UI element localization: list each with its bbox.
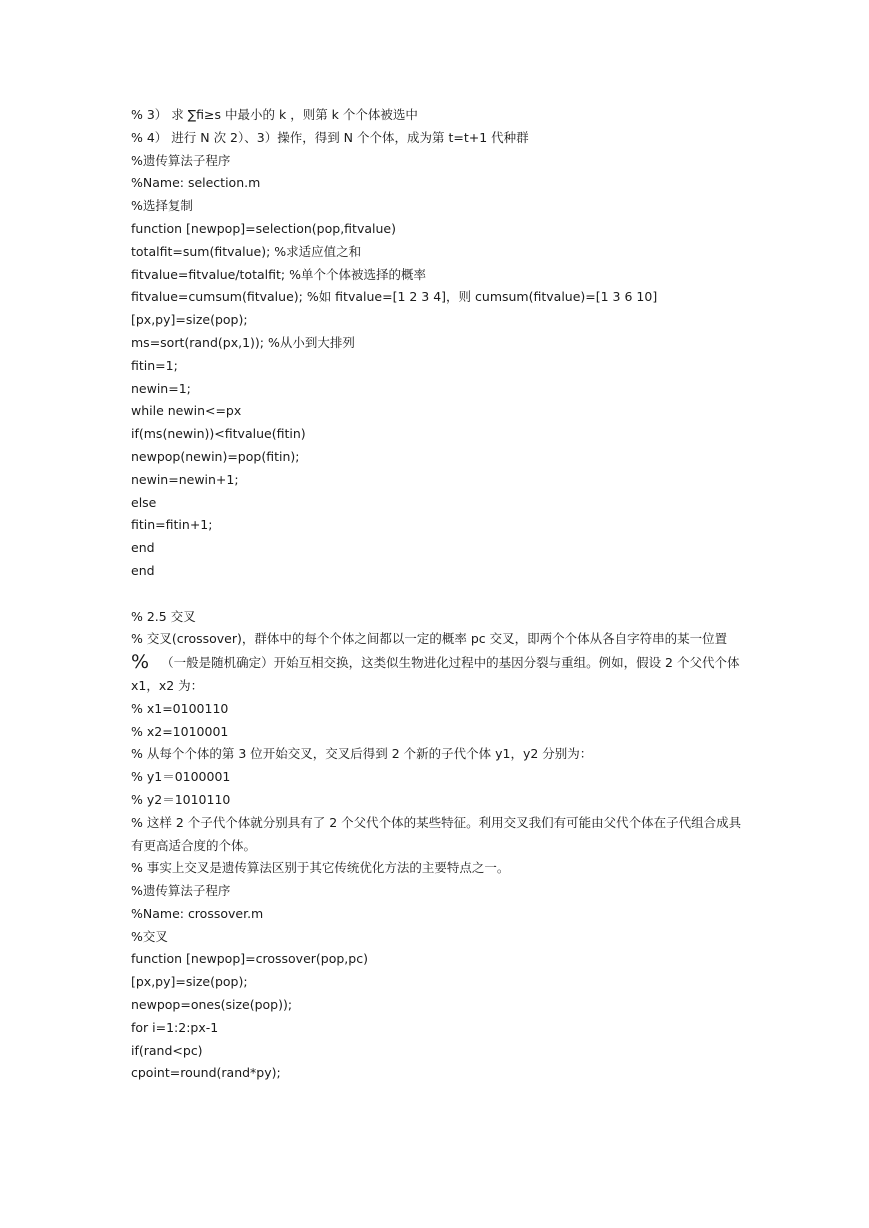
- section-heading: % 2.5 交叉: [131, 608, 196, 624]
- code-line: % 从每个个体的第 3 位开始交叉，交叉后得到 2 个新的子代个体 y1，y2 分别为：: [131, 746, 593, 762]
- code-line: if(ms(newin))<fitvalue(fitin): [131, 426, 306, 442]
- code-line: %Name: crossover.m: [131, 905, 264, 921]
- code-line: % 事实上交叉是遗传算法区别于其它传统优化方法的主要特点之一。: [131, 860, 510, 876]
- code-line: %遗传算法子程序: [131, 883, 231, 899]
- code-line: for i=1:2:px-1: [131, 1019, 219, 1035]
- paragraph: % 交叉(crossover)，群体中的每个个体之间都以一定的概率 pc 交叉，即两个个体从各自字符串的某一位置: [131, 631, 728, 647]
- code-line: % y1＝0100001: [131, 769, 231, 785]
- code-line: end: [131, 562, 155, 578]
- crossover-section: [131, 606, 743, 1086]
- code-line: newin=newin+1;: [131, 471, 239, 487]
- code-line: % 4） 进行 N 次 2）、3）操作，得到 N 个个体，成为第 t=t+1 代种群: [131, 129, 529, 145]
- code-line: newin=1;: [131, 380, 191, 396]
- code-line: %遗传算法子程序: [131, 152, 231, 168]
- code-line: function [newpop]=crossover(pop,pc): [131, 951, 368, 967]
- code-line: newpop=ones(size(pop));: [131, 997, 293, 1013]
- blank-line: [131, 583, 743, 606]
- code-line: % 3） 求 ∑fi≥s 中最小的 k ，则第 k 个个体被选中: [131, 107, 418, 122]
- code-line: fitin=1;: [131, 357, 178, 373]
- paragraph-text: （一般是随机确定）开始互相交换，这类似生物进化过程中的基因分裂与重组。例如，假设 2 个父代个体 x1，x2 为：: [131, 655, 740, 693]
- code-line: % x2=1010001: [131, 723, 229, 739]
- code-line: cpoint=round(rand*py);: [131, 1065, 281, 1081]
- code-line: while newin<=px: [131, 403, 242, 419]
- code-line: totalfit=sum(fitvalue); %求适应值之和: [131, 243, 362, 259]
- code-line: %Name: selection.m: [131, 175, 261, 191]
- code-line: ms=sort(rand(px,1)); %从小到大排列: [131, 334, 355, 350]
- document-page: [131, 104, 743, 1085]
- code-line: newpop(newin)=pop(fitin);: [131, 448, 300, 464]
- code-line: fitvalue=cumsum(fitvalue); %如 fitvalue=[1 2 3 4]，则 cumsum(fitvalue)=[1 3 6 10]: [131, 289, 658, 305]
- percent-mark: %: [131, 651, 150, 674]
- selection-code-block: [131, 104, 743, 583]
- code-line: if(rand<pc): [131, 1042, 203, 1058]
- code-line: fitvalue=fitvalue/totalfit; %单个个体被选择的概率: [131, 266, 426, 282]
- paragraph: % 这样 2 个子代个体就分别具有了 2 个父代个体的某些特征。利用交叉我们有可能由父代个体在子代组合成具有更高适合度的个体。: [131, 814, 742, 853]
- code-line: function [newpop]=selection(pop,fitvalue): [131, 220, 396, 236]
- code-line: %选择复制: [131, 198, 193, 214]
- code-line: fitin=fitin+1;: [131, 517, 213, 533]
- code-line: % x1=0100110: [131, 700, 229, 716]
- code-line: [px,py]=size(pop);: [131, 974, 248, 990]
- code-line: [px,py]=size(pop);: [131, 312, 248, 328]
- code-line: %交叉: [131, 928, 168, 944]
- code-line: % y2＝1010110: [131, 791, 231, 807]
- paragraph: [131, 651, 743, 698]
- code-line: end: [131, 540, 155, 556]
- code-line: else: [131, 494, 157, 510]
